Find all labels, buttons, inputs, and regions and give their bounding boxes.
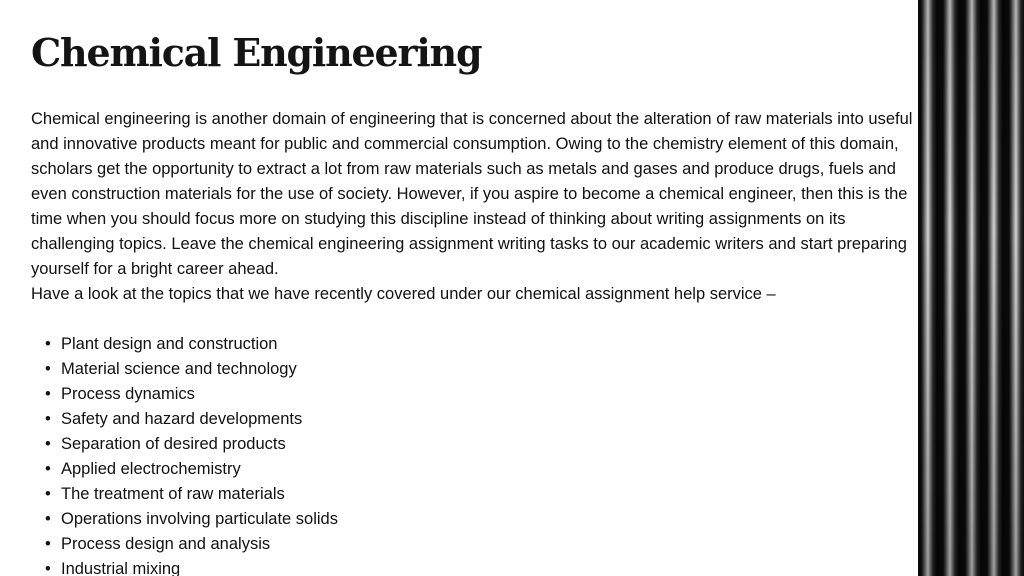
description-paragraph: Chemical engineering is another domain of engineering that is concerned about the alteration of raw materials into useful and innovative products meant for public and commercial consumption. Owing to the chemistry element of this domain, scholars get the opportunity to extract a lot from raw materials such as metals and gases and produce drugs, fuels and even construction materials for the use of society. However, if you aspire to become a chemical engineer, then this is the time when you should focus more on studying this discipline instead of thinking about writing assignments on its challenging topics. Leave the chemical engineering assignment writing tasks to our academic writers and start preparing yourself for a bright career ahead.: [31, 110, 913, 278]
topic-label: Process design and analysis: [61, 535, 271, 553]
bullet-icon: •: [45, 335, 51, 353]
bullet-icon: •: [45, 385, 51, 403]
topic-item: [31, 557, 919, 576]
topic-item: [31, 507, 919, 532]
topic-item: [31, 407, 919, 432]
topic-label: The treatment of raw materials: [61, 485, 285, 503]
topic-label: Material science and technology: [61, 360, 297, 378]
topic-label: Process dynamics: [61, 385, 195, 403]
bullet-icon: •: [45, 435, 51, 453]
topic-item: [31, 482, 919, 507]
topic-item: [31, 382, 919, 407]
bullet-icon: •: [45, 360, 51, 378]
bullet-icon: •: [45, 535, 51, 553]
topic-item: [31, 332, 919, 357]
topic-label: Industrial mixing: [61, 560, 181, 576]
slide-title: Chemical Engineering: [31, 30, 482, 75]
topic-item: [31, 432, 919, 457]
bullet-icon: •: [45, 560, 51, 576]
topic-item: [31, 457, 919, 482]
topic-label: Applied electrochemistry: [61, 460, 241, 478]
bullet-icon: •: [45, 460, 51, 478]
decorative-striped-image: [918, 0, 1024, 576]
topic-label: Separation of desired products: [61, 435, 286, 453]
topic-item: [31, 357, 919, 382]
topics-intro: Have a look at the topics that we have recently covered under our chemical assignment help service –: [31, 285, 776, 303]
topic-item: [31, 532, 919, 557]
topic-label: Plant design and construction: [61, 335, 278, 353]
bullet-icon: •: [45, 410, 51, 428]
topics-list: [31, 332, 919, 576]
bullet-icon: •: [45, 485, 51, 503]
slide-body: [31, 107, 919, 576]
topic-label: Safety and hazard developments: [61, 410, 303, 428]
topic-label: Operations involving particulate solids: [61, 510, 338, 528]
bullet-icon: •: [45, 510, 51, 528]
